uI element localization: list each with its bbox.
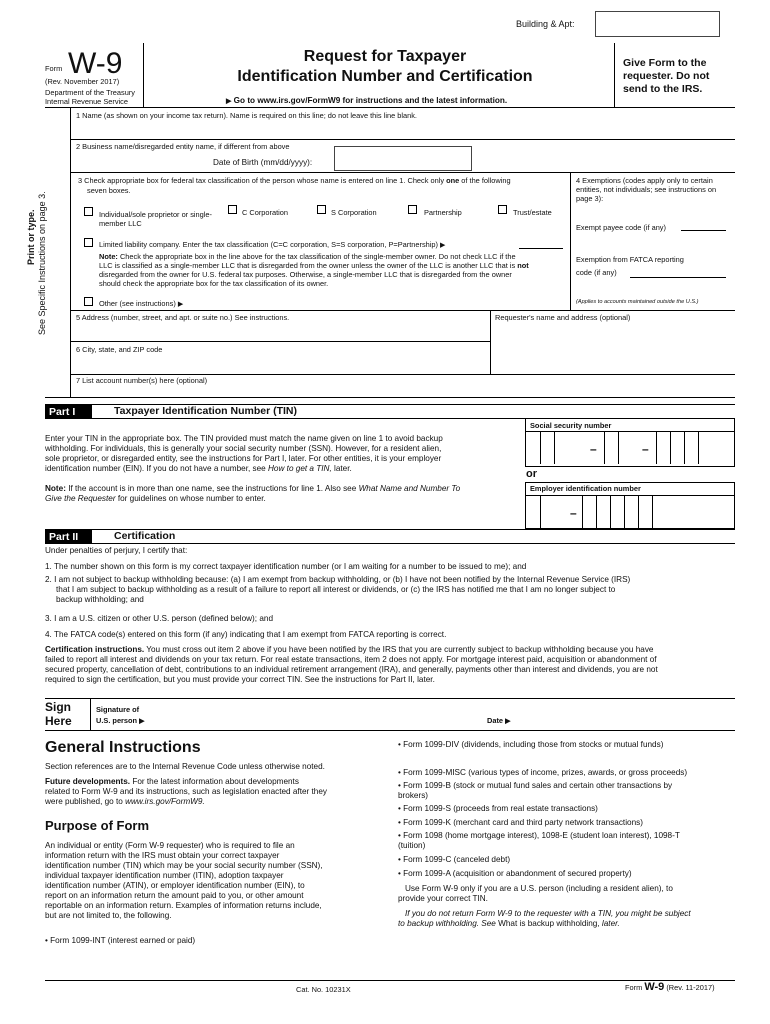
c-corp-checkbox[interactable]	[228, 205, 237, 214]
form-word: Form	[45, 64, 63, 73]
line5-label: 5 Address (number, street, and apt. or suite no.) See instructions.	[76, 313, 290, 322]
if-not-return-2a: to backup withholding. See	[398, 919, 499, 928]
cert-item2b: that I am subject to backup withholding as a result of a failure to report all interest or dividends, or (c) the IRS has notified me that I am no longer subject to	[56, 585, 616, 594]
date-label: Date	[487, 716, 504, 725]
note-line1: Check the appropriate box in the line above for the tax classification of the single-member owner. Do not check LLC if the	[119, 252, 516, 261]
applies-note: (Applies to accounts maintained outside the U.S.)	[576, 299, 699, 305]
form-1099-k: • Form 1099-K (merchant card and third party network transactions)	[398, 818, 643, 827]
ein-input[interactable]	[525, 495, 735, 529]
part2-intro: Under penalties of perjury, I certify that:	[45, 546, 188, 555]
purpose-title: Purpose of Form	[45, 818, 150, 833]
note-not: not	[517, 261, 529, 270]
dob-label: Date of Birth (mm/dd/yyyy):	[213, 158, 313, 167]
exempt-payee-input[interactable]	[681, 230, 726, 231]
part1-label: Part I	[45, 404, 92, 418]
purpose-7: reportable on an information return. Examples of information returns include,	[45, 901, 322, 910]
department: Department of the Treasury	[45, 88, 135, 97]
form-1098-1: • Form 1098 (home mortgage interest), 1098-E (student loan interest), 1098-T	[398, 831, 680, 840]
signature-label-1: Signature of	[96, 705, 140, 714]
part1-text4c: later.	[331, 464, 352, 473]
ein-dash: –	[570, 506, 577, 520]
line3-one: one	[446, 176, 460, 185]
form-1099-b-2: brokers)	[398, 791, 429, 800]
s-corp-checkbox[interactable]	[317, 205, 326, 214]
ssn-dash-1: –	[590, 442, 597, 456]
purpose-4: individual taxpayer identification number (ITIN), adoption taxpayer	[45, 871, 284, 880]
form-1099-misc: • Form 1099-MISC (various types of income, prizes, awards, or gross proceeds)	[398, 768, 688, 777]
building-apt-input[interactable]	[595, 11, 720, 37]
ein-label: Employer identification number	[530, 484, 641, 493]
line1-label: 1 Name (as shown on your income tax return). Name is required on this line; do not leave this line blank.	[76, 111, 417, 120]
cert-instr2: failed to report all interest and dividends on your tax return. For real estate transactions, item 2 does not apply. For mortgage interest paid, acquisition or abandonment of	[45, 655, 657, 664]
use-form-2: provide your correct TIN.	[398, 894, 488, 903]
purpose-5: identification number (ATIN), or employer identification number (EIN), to	[45, 881, 305, 890]
note-line4: should check the appropriate box for the tax classification of its owner.	[99, 279, 329, 288]
cert-item1: 1. The number shown on this form is my correct taxpayer identification number (or I am waiting for a number to be issued to me); and	[45, 562, 527, 571]
line3-text-a: 3 Check appropriate box for federal tax classification of the person whose name is entered on line 1. Check only	[78, 176, 447, 185]
purpose-1: An individual or entity (Form W-9 requester) who is required to file an	[45, 841, 295, 850]
part1-note2b: for guidelines on whose number to enter.	[115, 494, 266, 503]
s-corp-label: S Corporation	[331, 208, 377, 217]
part1-note-label: Note:	[45, 484, 66, 493]
footer-form-number: W-9	[644, 981, 665, 993]
part1-note1a: If the account is in more than one name, see the instructions for line 1. Also see	[65, 484, 359, 493]
part1-text2: withholding. For individuals, this is generally your social security number (SSN). However, for a resident alien,	[45, 444, 442, 453]
form-title-line2: Identification Number and Certification	[237, 68, 533, 85]
part1-text4a: identification number (EIN). If you do not have a number, see	[45, 464, 269, 473]
signature-label-2: U.S. person	[96, 716, 138, 725]
trust-checkbox[interactable]	[498, 205, 507, 214]
other-checkbox[interactable]	[84, 297, 93, 306]
note-line3: disregarded from the owner for U.S. federal tax purposes. Otherwise, a single-member LLC that is disregarded from the owner	[99, 270, 512, 279]
form-1098-2: (tuition)	[398, 841, 426, 850]
catalog-number: Cat. No. 10231X	[296, 985, 351, 994]
llc-checkbox[interactable]	[84, 238, 93, 247]
future-dev-3b: www.irs.gov/FormW9.	[125, 797, 205, 806]
purpose-2: information return with the IRS must obtain your correct taxpayer	[45, 851, 280, 860]
future-dev-1: For the latest information about developments	[130, 777, 299, 786]
purpose-6: report on an information return the amount paid to you, or other amount	[45, 891, 304, 900]
account-numbers-input[interactable]	[76, 387, 726, 397]
cert-item2a: 2. I am not subject to backup withholding because: (a) I am exempt from backup withholding, or (b) I have not been notified by the Internal Revenue Service (IRS)	[45, 575, 631, 584]
line3-text-c: of the following	[459, 176, 511, 185]
arrow-right-icon: ▶	[139, 718, 145, 725]
part1-text1: Enter your TIN in the appropriate box. The TIN provided must match the name given on line 1 to avoid backup	[45, 434, 443, 443]
purpose-3: identification number (TIN) which may be your social security number (SSN),	[45, 861, 323, 870]
partnership-checkbox[interactable]	[408, 205, 417, 214]
line6-label: 6 City, state, and ZIP code	[76, 345, 163, 354]
print-or-type: Print or type.	[26, 209, 36, 265]
give-form-note: Give Form to the requester. Do not send to the IRS.	[623, 57, 710, 95]
part1-text4b: How to get a TIN,	[268, 464, 332, 473]
arrow-right-icon: ▶	[440, 242, 446, 249]
or-label: or	[526, 468, 537, 480]
line7-label: 7 List account number(s) here (optional)	[76, 376, 208, 385]
form-1099-c: • Form 1099-C (canceled debt)	[398, 855, 511, 864]
here-label: Here	[45, 714, 72, 728]
part1-text3: sole proprietor, or disregarded entity, see the instructions for Part I, later. For other entities, it is your employer	[45, 454, 442, 463]
ssn-input[interactable]	[525, 431, 735, 467]
c-corp-label: C Corporation	[242, 208, 289, 217]
footer-rev: (Rev. 11-2017)	[666, 983, 715, 992]
line2-label: 2 Business name/disregarded entity name, if different from above	[76, 142, 290, 151]
ssn-label: Social security number	[530, 421, 612, 430]
if-not-return-1: If you do not return Form W-9 to the requester with a TIN, you might be subject	[405, 909, 691, 918]
cert-item3: 3. I am a U.S. citizen or other U.S. person (defined below); and	[45, 614, 273, 623]
form-1099-int: • Form 1099-INT (interest earned or paid)	[45, 936, 196, 945]
form-1099-a: • Form 1099-A (acquisition or abandonment of secured property)	[398, 869, 632, 878]
form-title-line1: Request for Taxpayer	[303, 48, 467, 65]
cert-instr-label: Certification instructions.	[45, 645, 145, 654]
fatca-label2: code (if any)	[576, 268, 617, 277]
fatca-code-input[interactable]	[630, 277, 726, 278]
cert-instr3: secured property, cancellation of debt, contributions to an individual retirement arrangement (IRA), and generally, payments other than interest and dividends, you are not	[45, 665, 658, 674]
partnership-label: Partnership	[424, 208, 462, 217]
name-input[interactable]	[76, 122, 731, 139]
note-label: Note:	[99, 252, 118, 261]
note-line2a: LLC is classified as a single-member LLC that is disregarded from the owner unless the owner of the LLC is another LLC that is	[99, 261, 518, 270]
cert-item4: 4. The FATCA code(s) entered on this form (if any) indicating that I am exempt from FATCA reporting is correct.	[45, 630, 447, 639]
address-input[interactable]	[76, 324, 486, 340]
arrow-right-icon: ▶	[505, 718, 511, 725]
form-1099-div: • Form 1099-DIV (dividends, including those from stocks or mutual funds)	[398, 740, 664, 749]
form-1099-s: • Form 1099-S (proceeds from real estate transactions)	[398, 804, 598, 813]
individual-label: Individual/sole proprietor or single-member LLC	[99, 210, 212, 228]
signature-input[interactable]	[160, 701, 480, 727]
form-1099-b-1: • Form 1099-B (stock or mutual fund sales and certain other transactions by	[398, 781, 673, 790]
cert-item2c: backup withholding; and	[56, 595, 144, 604]
other-label: Other (see instructions)	[99, 299, 176, 308]
part1-note2a: Give the Requester	[45, 494, 116, 503]
city-state-zip-input[interactable]	[76, 356, 486, 372]
purpose-8: but are not limited to, the following.	[45, 911, 172, 920]
use-form-1: Use Form W-9 only if you are a U.S. person (including a resident alien), to	[405, 884, 673, 893]
cert-instr4: required to sign the certification, but you must provide your correct TIN. See the instructions for Part II, later.	[45, 675, 435, 684]
section-refs: Section references are to the Internal Revenue Code unless otherwise noted.	[45, 762, 325, 771]
requester-label: Requester's name and address (optional)	[495, 313, 631, 322]
exemptions-title: 4 Exemptions (codes apply only to certain entities, not individuals; see instructions on page 3):	[576, 176, 717, 203]
cert-instr1: You must cross out item 2 above if you have been notified by the IRS that you are currently subject to backup withholding because you have	[144, 645, 654, 654]
future-dev-label: Future developments.	[45, 777, 131, 786]
part2-title: Certification	[114, 530, 176, 542]
individual-checkbox[interactable]	[84, 207, 93, 216]
line3-seven-boxes: seven boxes.	[87, 186, 131, 195]
exempt-payee-label: Exempt payee code (if any)	[576, 223, 666, 232]
if-not-return-2c: later.	[599, 919, 620, 928]
fatca-label1: Exemption from FATCA reporting	[576, 255, 684, 264]
dob-input[interactable]	[334, 146, 472, 171]
trust-label: Trust/estate	[513, 208, 552, 217]
general-instructions-title: General Instructions	[45, 739, 201, 756]
ssn-dash-2: –	[642, 442, 649, 456]
sign-label: Sign	[45, 700, 71, 714]
arrow-right-icon: ▶	[226, 98, 232, 105]
rev-date: (Rev. November 2017)	[45, 77, 120, 86]
irs-name: Internal Revenue Service	[45, 97, 128, 106]
llc-label: Limited liability company. Enter the tax classification (C=C corporation, S=S corporation, P=Partnership)	[99, 240, 438, 249]
part2-label: Part II	[45, 529, 92, 543]
llc-classification-input[interactable]	[519, 248, 563, 249]
if-not-return-2b: What is backup withholding,	[498, 919, 600, 928]
date-input[interactable]	[515, 701, 730, 727]
form-number: W-9	[68, 47, 123, 80]
future-dev-2: related to Form W-9 and its instructions, such as legislation enacted after they	[45, 787, 328, 796]
part1-note1b: What Name and Number To	[358, 484, 461, 493]
part1-title: Taxpayer Identification Number (TIN)	[114, 405, 297, 417]
goto-instructions: Go to www.irs.gov/FormW9 for instructions and the latest information.	[233, 96, 508, 105]
future-dev-3a: were published, go to	[45, 797, 126, 806]
arrow-right-icon: ▶	[177, 301, 184, 308]
footer-form-word: Form	[625, 983, 643, 992]
see-instructions: See Specific Instructions on page 3.	[37, 191, 47, 335]
building-apt-label: Building & Apt:	[516, 19, 575, 29]
